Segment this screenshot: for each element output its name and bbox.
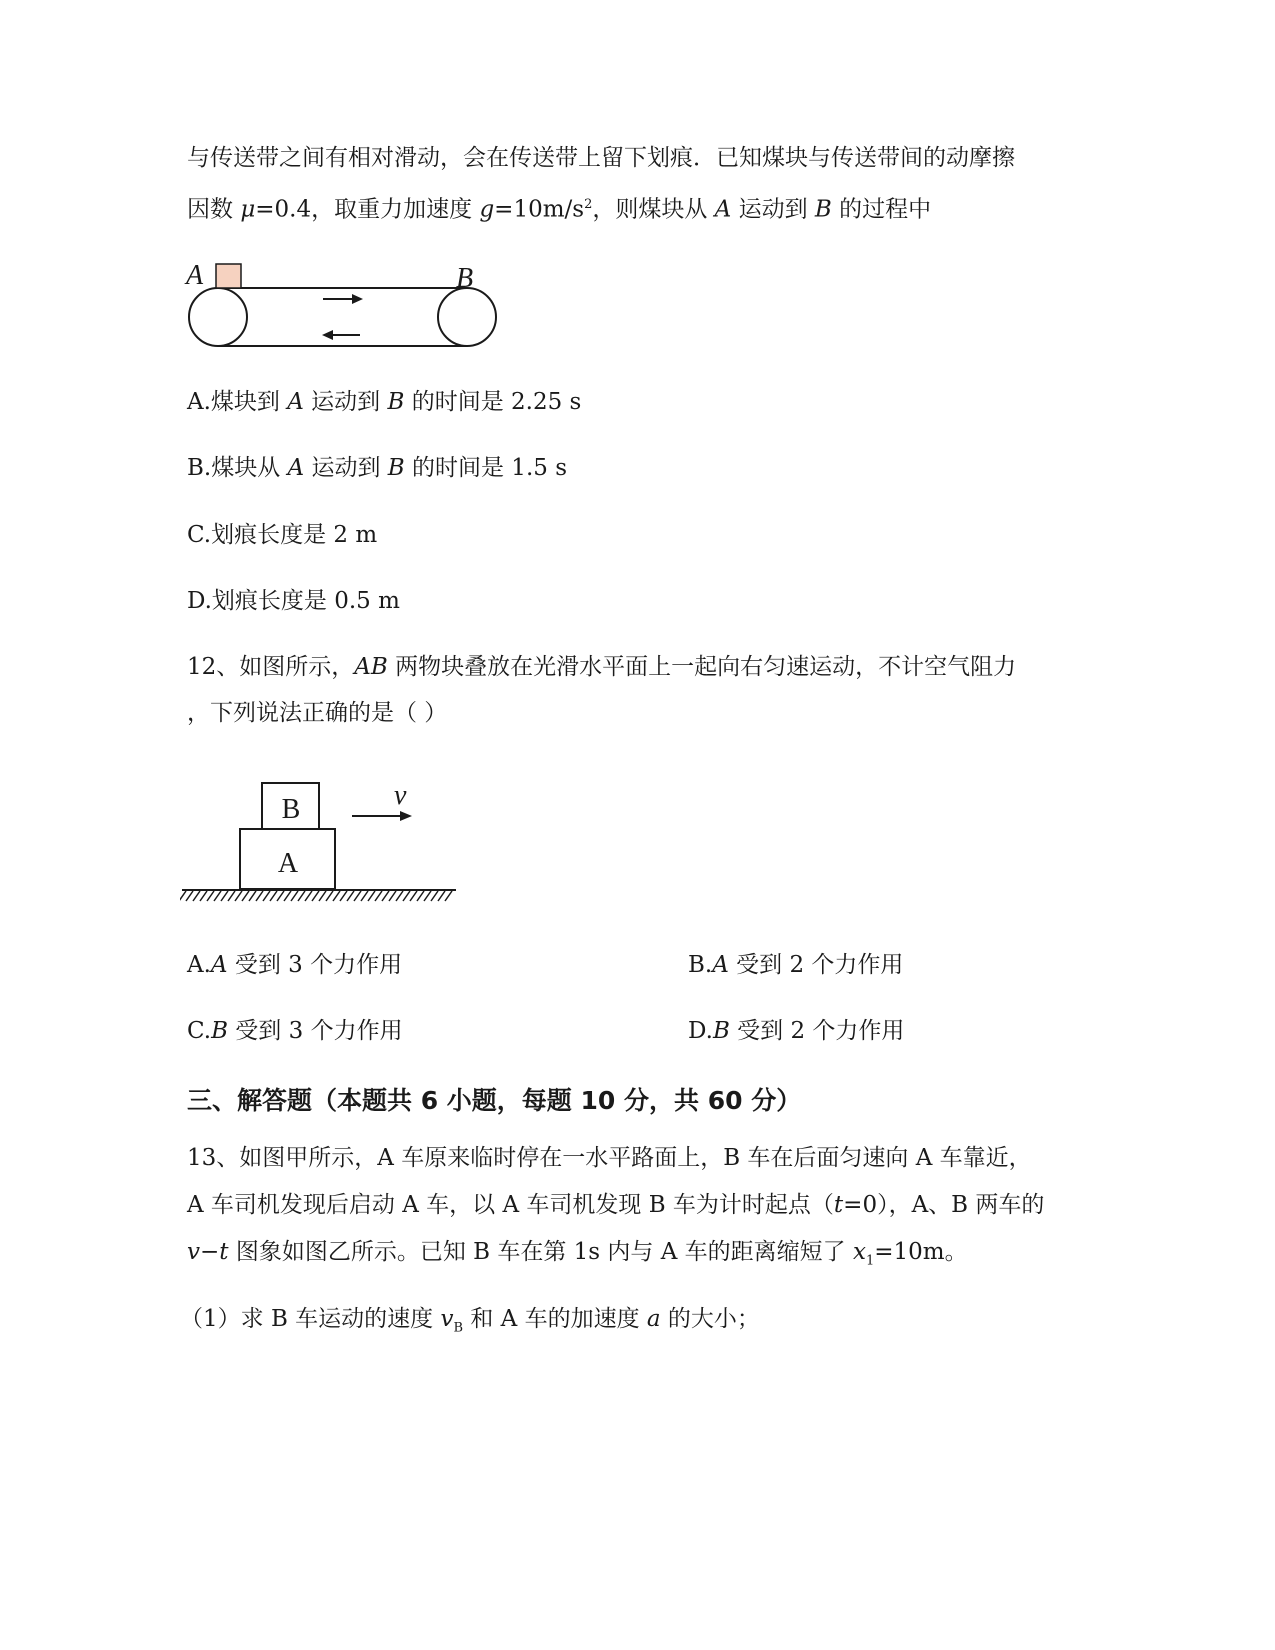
ground-hatching bbox=[180, 891, 452, 901]
hatch-mark bbox=[396, 891, 403, 901]
q13-text-line-1: 13、如图甲所示，A 车原来临时停在一水平路面上，B 车在后面匀速向 A 车靠近， bbox=[187, 1145, 1032, 1171]
text-fragment: 12、如图所示， bbox=[187, 654, 355, 680]
hatch-mark bbox=[438, 891, 445, 901]
hatch-mark bbox=[291, 891, 298, 901]
right-pulley bbox=[438, 288, 496, 346]
var-b: B bbox=[387, 455, 405, 481]
q13-text-line-2 bbox=[187, 1190, 1044, 1220]
var-b: B bbox=[387, 389, 405, 415]
hatch-mark bbox=[326, 891, 333, 901]
hatch-mark bbox=[431, 891, 438, 901]
hatch-mark bbox=[221, 891, 228, 901]
text-fragment: 的时间是 1.5 s bbox=[404, 455, 568, 481]
var-a: a bbox=[646, 1306, 661, 1332]
var-a: A bbox=[712, 952, 729, 978]
text-fragment: （1）求 B 车运动的速度 bbox=[180, 1306, 441, 1332]
section-3-heading: 三、解答题（本题共 6 小题，每题 10 分，共 60 分） bbox=[187, 1086, 802, 1115]
text-fragment: 运动到 bbox=[731, 196, 815, 223]
hatch-mark bbox=[228, 891, 235, 901]
text-fragment: B.煤块从 bbox=[187, 455, 288, 481]
hatch-mark bbox=[319, 891, 326, 901]
q13-text-line-3 bbox=[187, 1237, 968, 1277]
q11-option-c: C.划痕长度是 2 m bbox=[187, 522, 378, 548]
hatch-mark bbox=[368, 891, 375, 901]
hatch-mark bbox=[180, 891, 186, 901]
var-ab: AB bbox=[354, 654, 388, 680]
text-fragment: A.煤块到 bbox=[187, 389, 288, 415]
var-t: t bbox=[219, 1239, 229, 1265]
subscript: 1 bbox=[865, 1253, 875, 1269]
var-a: A bbox=[714, 196, 732, 223]
hatch-mark bbox=[235, 891, 242, 901]
var-a: A bbox=[210, 952, 228, 978]
hatch-mark bbox=[389, 891, 396, 901]
coal-block bbox=[216, 264, 241, 288]
q12-option-b bbox=[688, 950, 903, 980]
hatch-mark bbox=[382, 891, 389, 901]
text-fragment: C. bbox=[187, 1018, 212, 1044]
text-fragment: 图象如图乙所示。已知 B 车在第 1s 内与 A 车的距离缩短了 bbox=[228, 1239, 853, 1265]
text-fragment: 运动到 bbox=[304, 455, 388, 481]
superscript: 2 bbox=[584, 197, 593, 212]
var-b: B bbox=[814, 196, 832, 223]
conveyor-belt-figure bbox=[180, 255, 520, 365]
text-fragment: A. bbox=[187, 952, 211, 978]
hatch-mark bbox=[214, 891, 221, 901]
q11-text-line-1: 与传送带之间有相对滑动，会在传送带上留下划痕．已知煤块与传送带间的动摩擦 bbox=[187, 145, 1015, 171]
var-v: v bbox=[440, 1306, 454, 1332]
hatch-mark bbox=[312, 891, 319, 901]
text-fragment: D. bbox=[688, 1018, 713, 1044]
q13-subquestion-1 bbox=[180, 1304, 760, 1344]
hatch-mark bbox=[193, 891, 200, 901]
velocity-label: v bbox=[394, 780, 407, 811]
var-b: B bbox=[211, 1018, 228, 1044]
text-fragment: 受到 2 个力作用 bbox=[728, 952, 904, 978]
text-fragment: 和 A 车的加速度 bbox=[463, 1306, 647, 1332]
hatch-mark bbox=[305, 891, 312, 901]
q12-option-c bbox=[187, 1016, 403, 1046]
var-t: t bbox=[833, 1192, 844, 1218]
text-fragment: =10m/s bbox=[494, 196, 585, 223]
text-fragment: − bbox=[200, 1239, 220, 1265]
arrow-left-icon bbox=[322, 330, 360, 340]
hatch-mark bbox=[417, 891, 424, 901]
block-a-label: A bbox=[277, 848, 299, 879]
hatch-mark bbox=[242, 891, 249, 901]
text-fragment: =10m。 bbox=[874, 1239, 968, 1265]
var-b: B bbox=[712, 1018, 730, 1044]
hatch-mark bbox=[375, 891, 382, 901]
var-x: x bbox=[852, 1239, 866, 1265]
text-fragment: 受到 3 个力作用 bbox=[227, 952, 403, 978]
hatch-mark bbox=[207, 891, 214, 901]
hatch-mark bbox=[263, 891, 270, 901]
subscript: B bbox=[453, 1320, 464, 1336]
var-a: A bbox=[287, 389, 304, 415]
hatch-mark bbox=[361, 891, 368, 901]
text-fragment: 受到 2 个力作用 bbox=[729, 1018, 905, 1044]
stacked-blocks-figure bbox=[180, 770, 480, 940]
q12-option-d bbox=[688, 1016, 904, 1046]
text-fragment: 受到 3 个力作用 bbox=[228, 1018, 403, 1044]
block-b-label: B bbox=[281, 794, 301, 825]
hatch-mark bbox=[186, 891, 193, 901]
label-b: B bbox=[456, 263, 474, 294]
g-symbol: g bbox=[479, 196, 495, 223]
hatch-mark bbox=[284, 891, 291, 901]
hatch-mark bbox=[200, 891, 207, 901]
q11-option-b bbox=[187, 453, 567, 483]
var-a: A bbox=[287, 455, 305, 481]
text-fragment: 的时间是 2.25 s bbox=[404, 389, 582, 415]
text-fragment: =0），A、B 两车的 bbox=[843, 1192, 1045, 1218]
hatch-mark bbox=[249, 891, 256, 901]
text-fragment: 的大小； bbox=[660, 1306, 760, 1332]
text-fragment: 两物块叠放在光滑水平面上一起向右匀速运动，不计空气阻力 bbox=[387, 654, 1017, 680]
text-fragment: 运动到 bbox=[303, 389, 388, 415]
label-a: A bbox=[186, 260, 204, 291]
var-v: v bbox=[187, 1239, 200, 1265]
q11-option-a bbox=[187, 387, 581, 417]
hatch-mark bbox=[340, 891, 347, 901]
text-fragment: ，则煤块从 bbox=[592, 196, 715, 223]
hatch-mark bbox=[256, 891, 263, 901]
mu-symbol: μ bbox=[240, 196, 256, 223]
hatch-mark bbox=[354, 891, 361, 901]
hatch-mark bbox=[347, 891, 354, 901]
hatch-mark bbox=[403, 891, 410, 901]
q12-option-a bbox=[187, 950, 402, 980]
hatch-mark bbox=[410, 891, 417, 901]
hatch-mark bbox=[277, 891, 284, 901]
hatch-mark bbox=[445, 891, 452, 901]
q11-text-line-2 bbox=[187, 190, 931, 225]
arrow-right-icon bbox=[323, 294, 363, 304]
text-fragment: 因数 bbox=[187, 196, 241, 223]
velocity-arrow-icon bbox=[352, 811, 412, 821]
left-pulley bbox=[189, 288, 247, 346]
text-fragment: =0.4，取重力加速度 bbox=[255, 196, 480, 223]
text-fragment: B. bbox=[688, 952, 713, 978]
text-fragment: 的过程中 bbox=[831, 196, 932, 223]
q12-text-line-1 bbox=[187, 652, 1016, 682]
hatch-mark bbox=[424, 891, 431, 901]
hatch-mark bbox=[333, 891, 340, 901]
q11-option-d: D.划痕长度是 0.5 m bbox=[187, 588, 400, 614]
hatch-mark bbox=[298, 891, 305, 901]
text-fragment: A 车司机发现后启动 A 车，以 A 车司机发现 B 车为计时起点（ bbox=[187, 1192, 834, 1218]
q12-text-line-2: ，下列说法正确的是（ ） bbox=[187, 700, 448, 726]
hatch-mark bbox=[270, 891, 277, 901]
